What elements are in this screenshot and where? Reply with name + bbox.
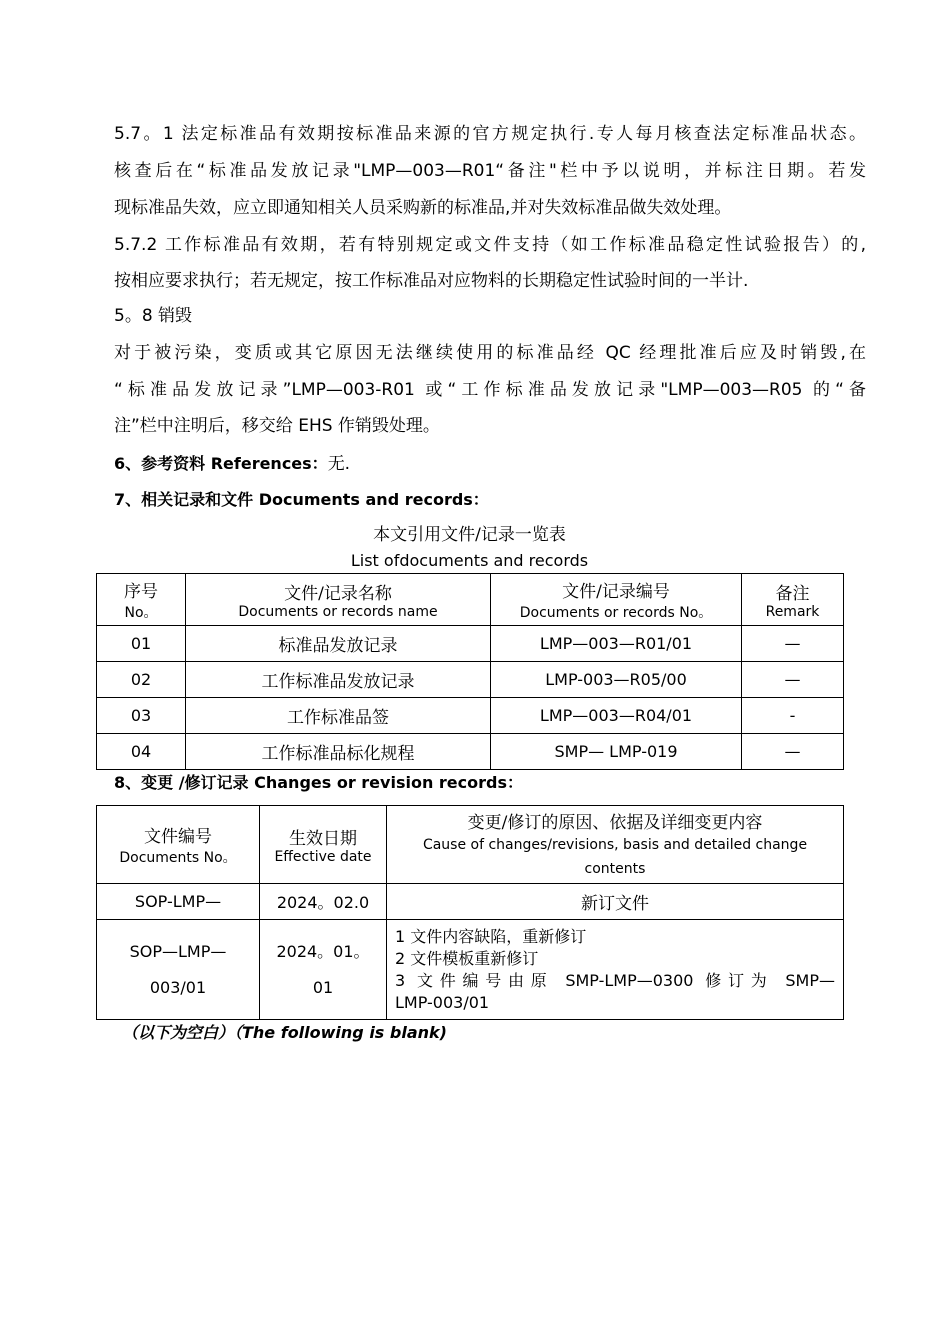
- row-name: 标准品发放记录: [186, 626, 491, 662]
- paragraph-5-7-1-line-2: 核查后在“标准品发放记录"LMP—003—R01“备注"栏中予以说明，并标注日期。若发: [114, 161, 866, 181]
- table-row: [97, 698, 844, 734]
- table-row: [97, 662, 844, 698]
- blank-note: （以下为空白）（The following is blank): [122, 1023, 447, 1042]
- table1-header-remark: 备注 Remark: [742, 574, 844, 626]
- row-remark: -: [742, 698, 844, 734]
- row-no: 01: [97, 626, 186, 662]
- row-no: 02: [97, 662, 186, 698]
- paragraph-5-7-1-line-3: 现标准品失效，应立即通知相关人员采购新的标准品,并对失效标准品做失效处理。: [114, 198, 732, 218]
- revision-table: [96, 805, 844, 1020]
- section-6-title: 6、参考资料 References：: [114, 454, 328, 473]
- row-no: 03: [97, 698, 186, 734]
- table1-header-no: 序号 No。: [97, 574, 186, 626]
- table1-caption-zh: 本文引用文件/记录一览表: [373, 525, 566, 545]
- row-name: 工作标准品签: [186, 698, 491, 734]
- row-code: SMP— LMP-019: [491, 734, 742, 770]
- table2-header-row: [97, 806, 844, 884]
- section-6-value: 无.: [327, 454, 351, 474]
- row-code: LMP—003—R01/01: [491, 626, 742, 662]
- table1-header-row: [97, 574, 844, 626]
- section-5-8-title: 5。8 销毁: [114, 306, 193, 326]
- paragraph-5-8-line-3: 注”栏中注明后，移交给 EHS 作销毁处理。: [114, 416, 440, 436]
- table1-header-code: 文件/记录编号 Documents or records No。: [491, 574, 742, 626]
- row-name: 工作标准品标化规程: [186, 734, 491, 770]
- revision-date: 2024。01。 01: [260, 920, 387, 1020]
- table-row: [97, 884, 844, 920]
- row-no: 04: [97, 734, 186, 770]
- table1-caption-en: List ofdocuments and records: [350, 551, 589, 570]
- revision-doc: SOP—LMP— 003/01: [97, 920, 260, 1020]
- row-name: 工作标准品发放记录: [186, 662, 491, 698]
- table1-header-name: 文件/记录名称 Documents or records name: [186, 574, 491, 626]
- section-8-title: 8、变更 /修订记录 Changes or revision records：: [114, 773, 523, 792]
- row-code: LMP—003—R04/01: [491, 698, 742, 734]
- table-row: [97, 920, 844, 1020]
- table-row: [97, 626, 844, 662]
- paragraph-5-8-line-1: 对于被污染，变质或其它原因无法继续使用的标准品经 QC 经理批准后应及时销毁,在: [114, 343, 866, 363]
- paragraph-5-8-line-2: “标准品发放记录”LMP—003-R01 或“工作标准品发放记录"LMP—003—R05 的“备: [114, 380, 866, 400]
- table2-header-date: 生效日期 Effective date: [260, 806, 387, 884]
- section-7-title: 7、相关记录和文件 Documents and records：: [114, 490, 489, 509]
- paragraph-5-7-1-line-1: 5.7。1 法定标准品有效期按标准品来源的官方规定执行.专人每月核查法定标准品状态。: [114, 124, 866, 144]
- revision-content: 新订文件: [387, 884, 844, 920]
- paragraph-5-7-2-line-1: 5.7.2 工作标准品有效期，若有特别规定或文件支持（如工作标准品稳定性试验报告）的,: [114, 235, 866, 255]
- revision-date: 2024。02.0: [260, 884, 387, 920]
- section-6-heading: [114, 446, 866, 482]
- row-remark: —: [742, 626, 844, 662]
- table2-header-doc: 文件编号 Documents No。: [97, 806, 260, 884]
- revision-doc: SOP-LMP—: [97, 884, 260, 920]
- documents-table: [96, 573, 844, 770]
- row-remark: —: [742, 734, 844, 770]
- row-remark: —: [742, 662, 844, 698]
- paragraph-5-7-2-line-2: 按相应要求执行；若无规定，按工作标准品对应物料的长期稳定性试验时间的一半计.: [114, 271, 749, 291]
- row-code: LMP-003—R05/00: [491, 662, 742, 698]
- table2-header-content: 变更/修订的原因、依据及详细变更内容 Cause of changes/revisions, basis and detailed change contents: [387, 806, 844, 884]
- revision-content: 1 文件内容缺陷，重新修订 2 文件模板重新修订 3 文件编号由原 SMP-LMP—0300 修订为 SMP— LMP-003/01: [387, 920, 844, 1020]
